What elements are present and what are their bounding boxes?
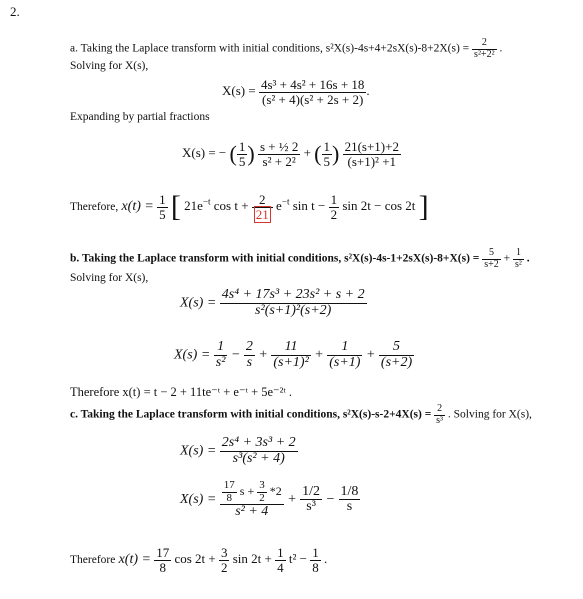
problem-number: 2. [10,4,20,19]
part-a-xs-fraction: $\frac{\text{4s³ + 4s² + 16s + 18}}{\text{(s² + 4)(s² + 2s + 2)}}$ [260,77,365,107]
part-b-xt-result: Therefore x(t) = t − 2 + 11te⁻ᵗ + e⁻ᵗ + 5e⁻²ᵗ . [70,385,293,399]
part-a-expanding: Expanding by partial fractions [70,111,210,123]
part-b-xs-equation: X(s) = $\frac{\text{4s⁴ + 17s³ + 23s² + s + 2}}{\text{s²(s+1)²(s+2)}}$ [180,287,365,318]
part-a-intro-text: a. Taking the Laplace transform with initial conditions, s²X(s)-4s+4+2sX(s)-8+2X(s) = [70,42,470,55]
part-a-solving: Solving for X(s), [70,60,149,72]
part-b-partial-fractions: X(s) = $\frac{1}{\text{s²}}$ − $\frac{2}{s}$ + $\frac{11}{\text{(s+1)²}}$ + $\frac{1}{(s+1)}$ + $\frac{5}{(s+2)}$ [174,339,413,370]
part-a-intro-rhs: $\frac{2}{\text{s²+2²}}$ [474,37,495,60]
part-a-highlighted-fraction: $\frac{2}{21}$ [252,193,273,221]
part-c-intro: c. Taking the Laplace transform with initial conditions, s²X(s)-s-2+4X(s) = $\frac{2}{\text{s³}}$ . Solving for X(s), [70,403,532,426]
part-c-xt-result: Therefore x(t) = $\frac{17}{8}$ cos 2t + $\frac{3}{2}$ sin 2t + $\frac{1}{4}$ t² − $\frac{1}{8}$ . [70,545,328,575]
part-c-partial-fractions: X(s) = $\frac{17}{8}$ s + $\frac{3}{2}$ *2 s² + 4 + $\frac{1/2}{\text{s³}}$ − $\frac{1/8}{s}$ [180,479,359,520]
part-a-xt-result: Therefore, x(t) = $\frac{1}{5}$ [ $21e^{-t}$ cos t + $\frac{2}{21}$ $e^{-t}$ sin t − $\frac{1}{2}$ sin 2t − cos 2t ] [70,190,429,223]
part-b-solving: Solving for X(s), [70,272,149,284]
part-a-partial-fractions: X(s) = − ( $\frac{1}{5}$ ) $\frac{\text{s + ½ 2}}{\text{s² + 2²}}$ + ( $\frac{1}{5}$ ) $\frac{21(s+1)+2}{\text{(s+1)² +1}}$ [182,139,399,169]
part-a-intro: a. Taking the Laplace transform with initial conditions, s²X(s)-4s+4+2sX(s)-8+2X(s) = $\frac{2}{\text{s²+2²}}$ . [70,37,503,60]
part-b-intro: b. Taking the Laplace transform with initial conditions, s²X(s)-4s-1+2sX(s)-8+X(s) = $\frac{5}{s+2}$ + $\frac{1}{\text{s²}}$ . [70,247,530,270]
part-a-xs-equation: X(s) = $\frac{\text{4s³ + 4s² + 16s + 18}}{\text{(s² + 4)(s² + 2s + 2)}}$ . [222,77,370,107]
part-c-xs-equation: X(s) = $\frac{\text{2s⁴ + 3s³ + 2}}{\text{s³(s² + 4)}}$ [180,435,296,466]
